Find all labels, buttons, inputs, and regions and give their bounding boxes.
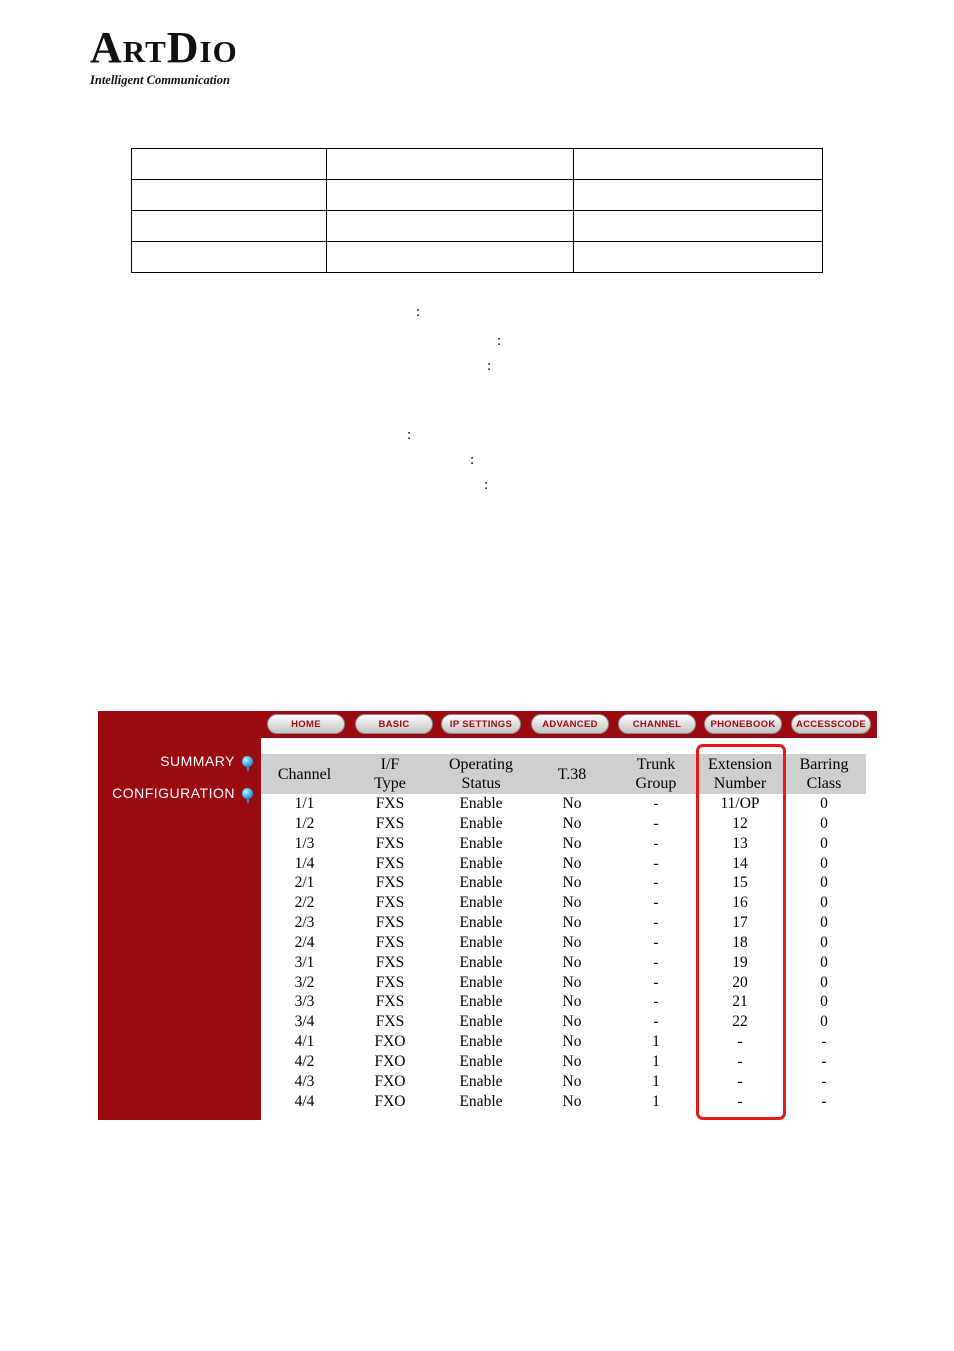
table-cell: 11/OP (720, 795, 760, 812)
table-cell: Enable (459, 1092, 503, 1110)
column-header (698, 754, 782, 794)
sidebar-item-label: CONFIGURATION (112, 785, 235, 801)
doc-row (132, 149, 823, 180)
table-cell: No (562, 894, 582, 912)
table-row (261, 814, 866, 834)
table-cell: Enable (459, 1013, 503, 1031)
table-cell: 0 (820, 1013, 828, 1031)
column-header-line: Extension (708, 756, 772, 773)
table-cell: 1/1 (294, 795, 315, 812)
table-cell: Enable (459, 814, 503, 832)
table-cell: No (562, 1052, 582, 1070)
column-header-line: I/F (380, 756, 400, 773)
table-cell: 13 (732, 834, 748, 852)
table-cell: FXO (374, 1033, 406, 1051)
table-cell: No (562, 1092, 582, 1110)
table-cell: 3/2 (294, 973, 315, 991)
table-cell: - (821, 1092, 827, 1110)
table-cell: - (653, 1013, 659, 1031)
column-header (614, 754, 698, 794)
table-body (261, 794, 866, 1112)
table-cell: - (653, 973, 659, 991)
table-cell: No (562, 914, 582, 932)
table-cell: Enable (459, 854, 503, 872)
table-cell: Enable (459, 1072, 503, 1090)
tab-phonebook[interactable]: PHONEBOOK (704, 714, 782, 734)
table-row (261, 953, 866, 973)
sidebar-item-label: SUMMARY (160, 753, 235, 769)
table-cell: FXS (375, 834, 405, 852)
table-cell: - (653, 854, 659, 872)
table-cell: 3/4 (294, 1013, 315, 1031)
table-cell: - (653, 993, 659, 1011)
colon-mark: : (470, 452, 475, 468)
table-cell: No (562, 1072, 582, 1090)
table-cell: Enable (459, 874, 503, 892)
column-header-line: Number (713, 775, 767, 792)
column-header-line: Operating (449, 756, 513, 773)
table-cell: FXS (375, 973, 405, 991)
colon-mark: : (497, 333, 502, 349)
colon-mark: : (407, 427, 412, 443)
gateway-web-ui (98, 711, 877, 1120)
table-row (261, 973, 866, 993)
table-cell: No (562, 1013, 582, 1031)
table-cell: No (562, 834, 582, 852)
tab-ip-settings[interactable]: IP SETTINGS (441, 714, 521, 734)
table-cell: 0 (820, 874, 828, 892)
table-cell: 1/4 (294, 854, 315, 872)
table-row (261, 834, 866, 854)
table-cell: FXO (374, 1072, 406, 1090)
column-header-line: Barring (799, 756, 849, 773)
table-cell: - (653, 933, 659, 951)
table-cell: - (653, 953, 659, 971)
table-cell: FXS (375, 854, 405, 872)
column-header-line: Group (635, 775, 677, 792)
table-cell: 19 (732, 953, 748, 971)
table-cell: 3/1 (294, 953, 315, 971)
table-row (261, 854, 866, 874)
column-header-line: Type (374, 775, 406, 792)
table-cell: - (653, 834, 659, 852)
table-cell: FXS (375, 914, 405, 932)
table-cell: 2/4 (294, 933, 315, 951)
table-cell: 20 (732, 973, 748, 991)
table-cell: - (737, 1092, 743, 1110)
table-cell: FXO (374, 1092, 406, 1110)
table-cell: 2/1 (294, 874, 315, 892)
table-cell: No (562, 933, 582, 951)
column-header-line: Channel (277, 765, 332, 783)
table-cell: - (737, 1052, 743, 1070)
table-cell: 14 (732, 854, 748, 872)
table-cell: - (821, 1072, 827, 1090)
table-cell: 0 (820, 795, 828, 812)
tab-home[interactable]: HOME (267, 714, 345, 734)
colon-mark: : (487, 358, 492, 374)
table-cell: - (821, 1033, 827, 1051)
table-cell: Enable (459, 1052, 503, 1070)
table-cell: No (562, 854, 582, 872)
table-row (261, 1032, 866, 1052)
table-cell: FXS (375, 795, 405, 812)
table-cell: 22 (732, 1013, 748, 1031)
table-cell: Enable (459, 933, 503, 951)
table-cell: 0 (820, 914, 828, 932)
table-cell: 1/3 (294, 834, 315, 852)
table-cell: Enable (459, 795, 503, 812)
column-header (348, 754, 432, 794)
table-cell: 2/2 (294, 894, 315, 912)
table-cell: Enable (459, 973, 503, 991)
table-cell: - (821, 1052, 827, 1070)
table-cell: 16 (732, 894, 748, 912)
table-cell: FXS (375, 814, 405, 832)
table-cell: 1 (652, 1033, 660, 1051)
column-header-line: Class (806, 775, 842, 792)
table-cell: 1 (652, 1072, 660, 1090)
table-row (261, 1052, 866, 1072)
table-cell: No (562, 973, 582, 991)
table-row (261, 893, 866, 913)
tab-advanced[interactable]: ADVANCED (531, 714, 609, 734)
table-cell: 1/2 (294, 814, 315, 832)
doc-row (132, 211, 823, 242)
table-cell: 18 (732, 933, 748, 951)
tab-channel[interactable]: CHANNEL (618, 714, 696, 734)
table-row (261, 933, 866, 953)
table-cell: 2/3 (294, 914, 315, 932)
column-header-line: Trunk (636, 756, 676, 773)
table-cell: 4/3 (294, 1072, 315, 1090)
bullet-icon (242, 756, 253, 767)
table-cell: - (653, 874, 659, 892)
table-cell: 0 (820, 933, 828, 951)
table-cell: 12 (732, 814, 748, 832)
table-cell: 0 (820, 973, 828, 991)
table-cell: No (562, 874, 582, 892)
table-cell: - (737, 1072, 743, 1090)
table-cell: No (562, 814, 582, 832)
colon-mark: : (484, 477, 489, 493)
column-header (261, 754, 348, 794)
table-cell: FXS (375, 993, 405, 1011)
doc-row (132, 180, 823, 211)
table-cell: 17 (732, 914, 748, 932)
table-cell: No (562, 993, 582, 1011)
table-row (261, 1072, 866, 1092)
table-cell: Enable (459, 1033, 503, 1051)
table-cell: 0 (820, 953, 828, 971)
table-cell: 0 (820, 834, 828, 852)
table-cell: - (653, 914, 659, 932)
table-row (261, 1092, 866, 1112)
table-cell: 15 (732, 874, 748, 892)
table-cell: 1 (652, 1052, 660, 1070)
table-cell: Enable (459, 834, 503, 852)
document-table (131, 148, 823, 273)
artdio-logo (90, 23, 250, 87)
colon-mark: : (416, 304, 421, 320)
table-row (261, 794, 866, 814)
table-cell: No (562, 795, 582, 812)
tab-accesscode[interactable]: ACCESSCODE (791, 714, 871, 734)
doc-row (132, 242, 823, 273)
table-cell: Enable (459, 953, 503, 971)
table-row (261, 992, 866, 1012)
table-cell: - (737, 1033, 743, 1051)
tab-basic[interactable]: BASIC (355, 714, 433, 734)
table-cell: 0 (820, 814, 828, 832)
sidebar (98, 711, 261, 1120)
table-cell: 0 (820, 854, 828, 872)
table-cell: Enable (459, 894, 503, 912)
column-header (530, 754, 614, 794)
table-cell: Enable (459, 914, 503, 932)
table-cell: 21 (732, 993, 748, 1011)
table-cell: 4/2 (294, 1052, 315, 1070)
table-cell: No (562, 1033, 582, 1051)
table-cell: No (562, 953, 582, 971)
table-cell: - (653, 795, 659, 812)
table-cell: FXS (375, 933, 405, 951)
column-header-line: Status (461, 775, 501, 792)
table-cell: FXS (375, 874, 405, 892)
header-row (261, 754, 866, 794)
top-nav (261, 711, 877, 738)
channel-table (261, 754, 866, 1112)
table-row (261, 873, 866, 893)
table-cell: 0 (820, 894, 828, 912)
column-header (432, 754, 530, 794)
logo-wordmark: ARTDIO (90, 23, 238, 72)
column-header-line: T.38 (557, 765, 587, 783)
sidebar-item-configuration[interactable] (112, 785, 253, 801)
logo-tagline: Intelligent Communication (90, 73, 230, 87)
table-cell: 3/3 (294, 993, 315, 1011)
sidebar-item-summary[interactable] (160, 753, 253, 769)
table-cell: FXS (375, 1013, 405, 1031)
table-cell: FXO (374, 1052, 406, 1070)
table-cell: FXS (375, 953, 405, 971)
table-cell: - (653, 814, 659, 832)
table-cell: 4/1 (294, 1033, 315, 1051)
table-cell: 0 (820, 993, 828, 1011)
table-cell: 4/4 (294, 1092, 315, 1110)
table-cell: 1 (652, 1092, 660, 1110)
bullet-icon (242, 788, 253, 799)
column-header (782, 754, 866, 794)
table-row (261, 913, 866, 933)
table-cell: Enable (459, 993, 503, 1011)
table-cell: FXS (375, 894, 405, 912)
table-cell: - (653, 894, 659, 912)
table-row (261, 1012, 866, 1032)
